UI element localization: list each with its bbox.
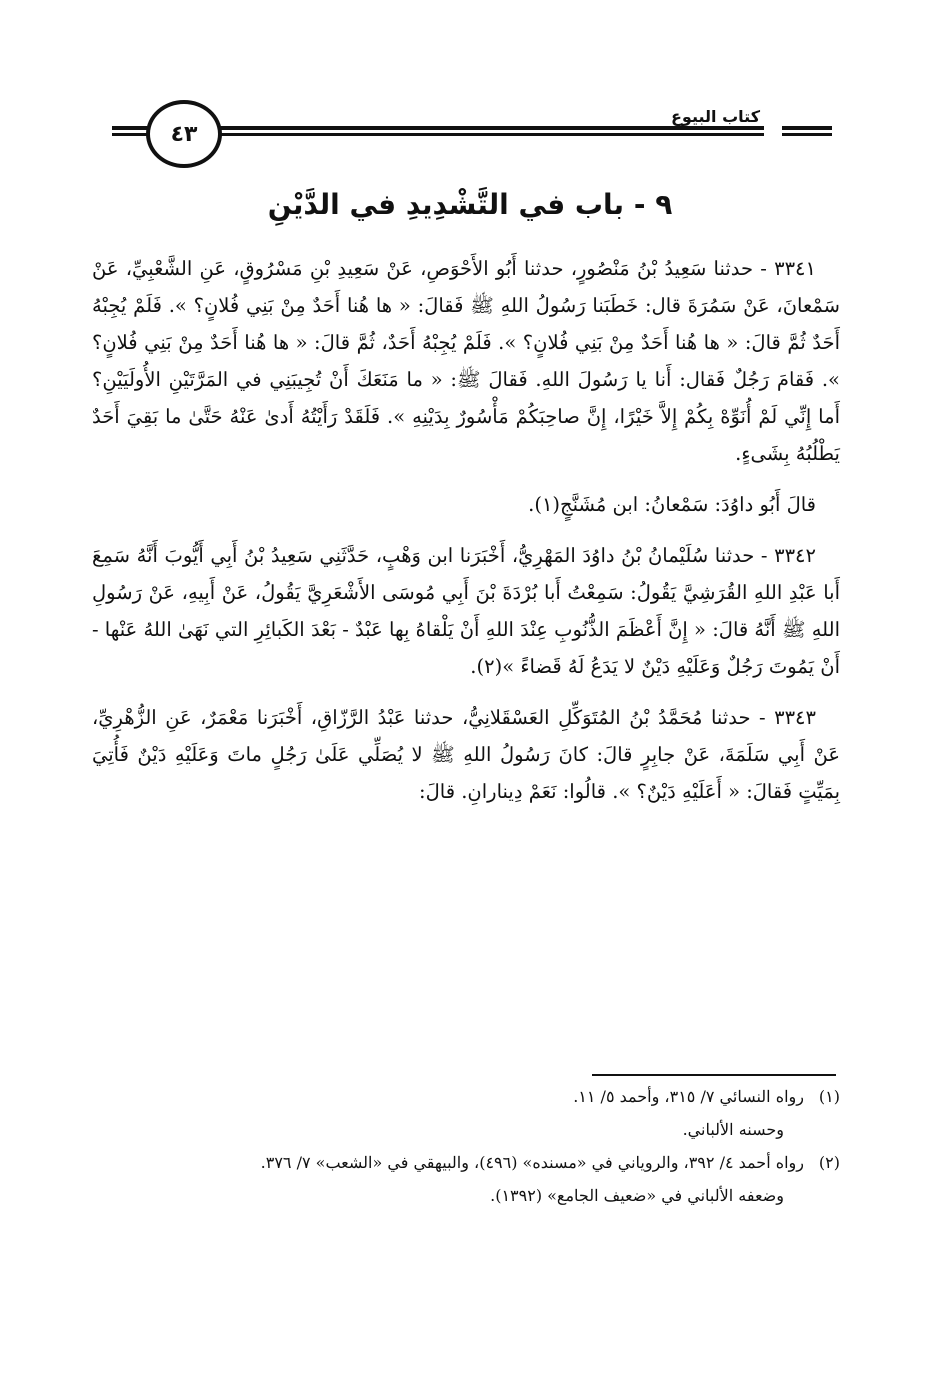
- header-rule-left: [112, 126, 148, 130]
- footnote-divider: [592, 1074, 836, 1076]
- header-rule-left-thin: [112, 133, 148, 136]
- footnote-2-continuation: وضعفه الألباني في «ضعيف الجامع» (١٣٩٢).: [490, 1186, 784, 1205]
- abu-dawud-note: قالَ أَبُو داوُدَ: سَمْعانُ: ابن مُشَنَّجٍ(١).: [528, 493, 816, 516]
- main-text: [92, 250, 840, 824]
- running-header-title: كتاب البيوع: [670, 107, 760, 126]
- page-number-badge: [146, 100, 222, 168]
- header-rule-middle-thin: [212, 133, 764, 136]
- footnotes: [92, 1080, 840, 1212]
- footnote-2: [92, 1146, 840, 1179]
- header-rule-right: [782, 126, 832, 130]
- footnote-text: رواه النسائي ٧/ ٣١٥، وأحمد ٥/ ١١.: [573, 1087, 804, 1106]
- hadith-3343: ٣٣٤٣ - حدثنا مُحَمَّدُ بْنُ المُتَوَكِّلِ العَسْقَلانِيُّ، حدثنا عَبْدُ الرَّزّاقِ، أَخْبَرَنا مَعْمَرٌ، عَنِ الزُّهْرِيِّ، عَنْ أَبِي سَلَمَةَ، عَنْ جابِرٍ قالَ: كانَ رَسُولُ اللهِ ﷺ لا يُصَلِّي عَلَىٰ رَجُلٍ ماتَ وَعَلَيْهِ دَيْنٌ فَأُتِيَ بِمَيِّتٍ فَقالَ: « أَعَلَيْهِ دَيْنٌ؟ ». قالُوا: نَعَمْ دِينارانِ. قالَ:: [92, 706, 840, 803]
- page-header: [0, 0, 938, 180]
- header-rule-middle: [212, 126, 764, 130]
- hadith-3341: ٣٣٤١ - حدثنا سَعِيدُ بْنُ مَنْصُورٍ، حدثنا أَبُو الأَحْوَصِ، عَنْ سَعِيدِ بْنِ مَسْرُوقٍ، عَنِ الشَّعْبِيِّ، عَنْ سَمْعانَ، عَنْ سَمُرَةَ قال: خَطَبَنا رَسُولُ اللهِ ﷺ فَقالَ: « ها هُنا أَحَدٌ مِنْ بَنِي فُلانٍ؟ ». فَلَمْ يُجِبْهُ أَحَدٌ ثُمَّ قالَ: « ها هُنا أَحَدٌ مِنْ بَنِي فُلانٍ؟ ». فَلَمْ يُجِبْهُ أَحَدٌ، ثُمَّ قالَ: « ها هُنا أَحَدٌ مِنْ بَنِي فُلانٍ؟ ». فَقامَ رَجُلٌ فَقال: أَنا يا رَسُولَ اللهِ. فَقالَ ﷺ: « ما مَنَعَكَ أَنْ تُجِيبَنِي في المَرَّتَيْنِ الأُولَيَيْنِ؟ أَما إِنِّي لَمْ أُنَوِّهْ بِكُمْ إِلاَّ خَيْرًا، إِنَّ صاحِبَكُمْ مَأْسُورٌ بِدَيْنِهِ ». فَلَقَدْ رَأَيْتُهُ أَدىٰ عَنْهُ حَتَّىٰ ما بَقِيَ أَحَدٌ يَطْلُبُهُ بِشَىءٍ.: [92, 257, 840, 465]
- hadith-3342: ٣٣٤٢ - حدثنا سُلَيْمانُ بْنُ داوُدَ المَهْرِيُّ، أَخْبَرَنا ابن وَهْبٍ، حَدَّثَنِي سَعِيدُ بْنُ أَبِي أَيُّوبَ أَنَّهُ سَمِعَ أَبا عَبْدِ اللهِ القُرَشِيَّ يَقُولُ: سَمِعْتُ أَبا بُرْدَةَ بْنَ أَبِي مُوسَى الأَشْعَرِيَّ يَقُولُ، عَنْ أَبِيهِ، عَنْ رَسُولِ اللهِ ﷺ أَنَّهُ قالَ: « إِنَّ أَعْظَمَ الذُّنُوبِ عِنْدَ اللهِ أَنْ يَلْقاهُ بِها عَبْدٌ - بَعْدَ الكَبائِرِ التي نَهَىٰ اللهُ عَنْها - أَنْ يَمُوتَ رَجُلٌ وَعَلَيْهِ دَيْنٌ لا يَدَعُ لَهُ قَضاءً »(٢).: [92, 544, 840, 678]
- footnote-1-continuation: وحسنه الألباني.: [682, 1120, 784, 1139]
- page-number: ٤٣: [170, 121, 198, 147]
- footnote-text: رواه أحمد ٤/ ٣٩٢، والروياني في «مسنده» (٤٩٦)، والبيهقي في «الشعب» ٧/ ٣٧٦.: [260, 1153, 804, 1172]
- footnote-1: [92, 1080, 840, 1113]
- header-rule-right-thin: [782, 133, 832, 136]
- chapter-title: ٩ - باب في التَّشْدِيدِ في الدَّيْنِ: [267, 188, 673, 221]
- footnote-number: (٢): [818, 1153, 840, 1172]
- footnote-number: (١): [818, 1087, 840, 1106]
